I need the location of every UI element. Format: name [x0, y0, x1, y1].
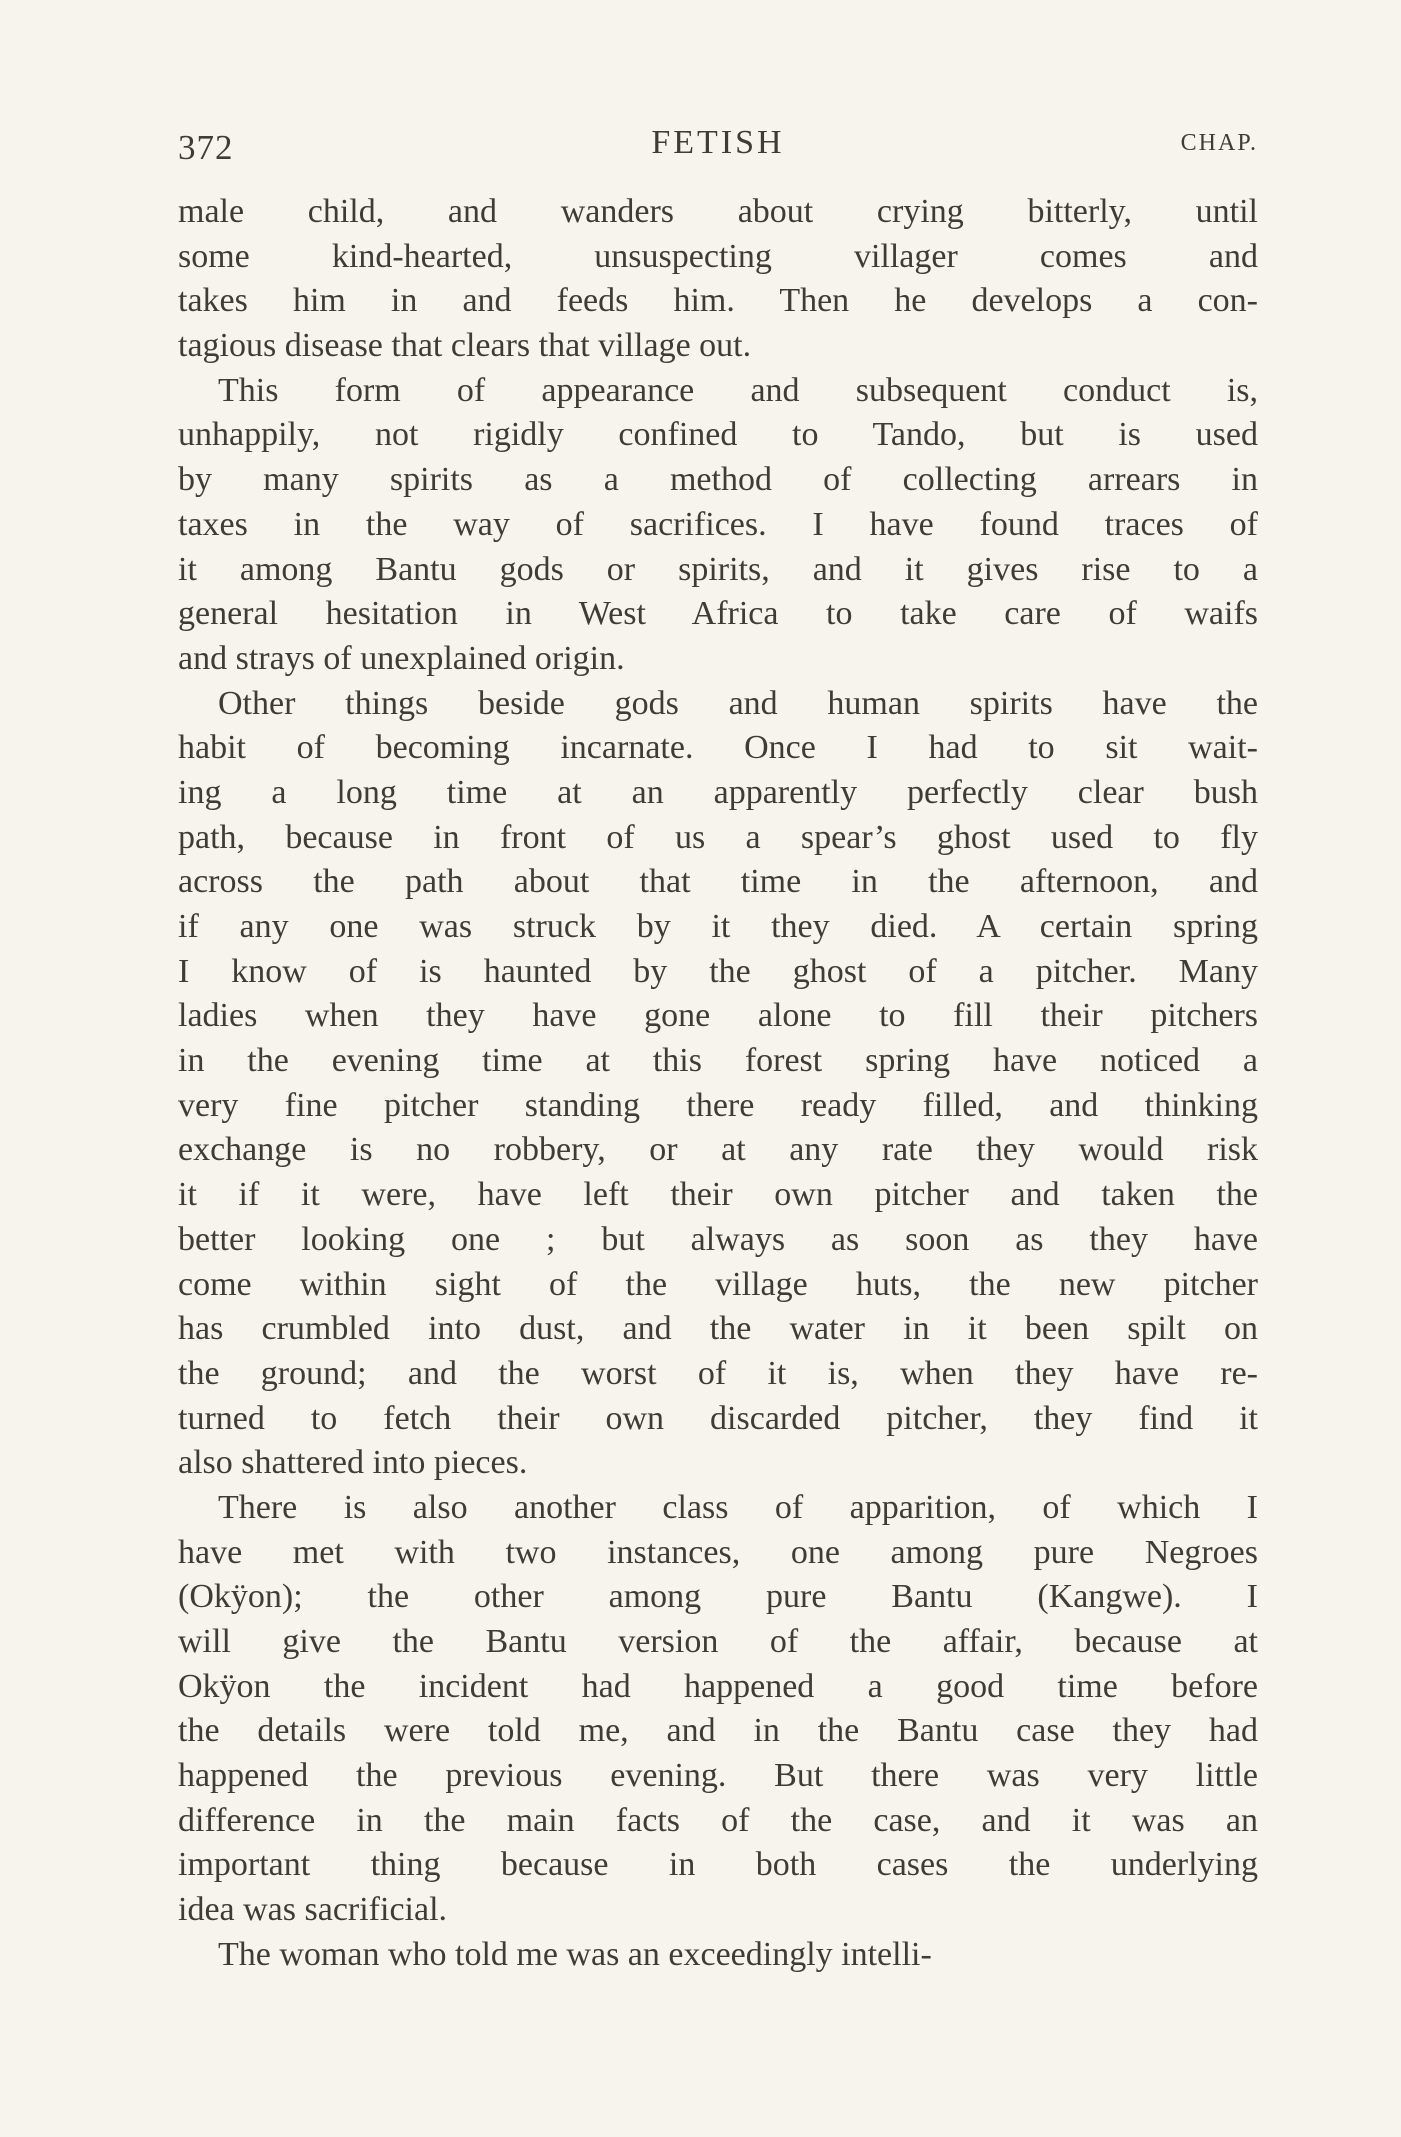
- paragraph: [178, 1486, 1258, 1933]
- text-line: tagious disease that clears that village out.: [178, 327, 752, 365]
- text-line: and strays of unexplained origin.: [178, 639, 625, 677]
- page-header: [178, 118, 1258, 174]
- running-title: FETISH: [651, 124, 785, 161]
- text-line: idea was sacrificial.: [178, 1891, 448, 1929]
- paragraph: [178, 1933, 1258, 1978]
- text-line: turned to fetch their own discarded pitcher, they find it: [178, 1399, 1258, 1437]
- text-line: in the evening time at this forest spring have noticed a: [178, 1042, 1258, 1080]
- text-line: Okÿon the incident had happened a good time before: [178, 1667, 1258, 1705]
- text-line: There is also another class of apparition, of which I: [218, 1488, 1258, 1526]
- text-line: will give the Bantu version of the affair, because at: [178, 1623, 1258, 1660]
- text-line: has crumbled into dust, and the water in it been spilt on: [178, 1310, 1258, 1348]
- text-line: some kind-hearted, unsuspecting villager comes and: [178, 237, 1258, 275]
- text-line: come within sight of the village huts, the new pitcher: [178, 1265, 1258, 1303]
- text-line: Other things beside gods and human spirits have the: [218, 684, 1258, 722]
- text-line: across the path about that time in the afternoon, and: [178, 863, 1258, 901]
- text-line: the ground; and the worst of it is, when they have re-: [178, 1354, 1258, 1392]
- text-line: path, because in front of us a spear’s ghost used to fly: [178, 818, 1258, 856]
- text-line: ing a long time at an apparently perfectly clear bush: [178, 773, 1258, 811]
- text-line: I know of is haunted by the ghost of a pitcher. Many: [178, 952, 1258, 990]
- text-line: habit of becoming incarnate. Once I had to sit wait-: [178, 729, 1258, 767]
- text-line: general hesitation in West Africa to take care of waifs: [178, 595, 1258, 633]
- text-line: it among Bantu gods or spirits, and it gives rise to a: [178, 550, 1258, 588]
- page-number: 372: [178, 128, 234, 167]
- text-line: difference in the main facts of the case, and it was an: [178, 1801, 1258, 1839]
- text-line: have met with two instances, one among pure Negroes: [178, 1533, 1258, 1571]
- text-line: by many spirits as a method of collecting arrears in: [178, 461, 1258, 499]
- paragraph: [178, 682, 1258, 1486]
- text-line: taxes in the way of sacrifices. I have found traces of: [178, 505, 1258, 543]
- text-line: very fine pitcher standing there ready filled, and thinking: [178, 1086, 1258, 1124]
- text-line: (Okÿon); the other among pure Bantu (Kangwe). I: [178, 1578, 1258, 1616]
- text-line: male child, and wanders about crying bitterly, until: [178, 193, 1258, 230]
- text-line: if any one was struck by it they died. A certain spring: [178, 908, 1258, 945]
- text-line: better looking one ; but always as soon as they have: [178, 1220, 1258, 1258]
- text-line: takes him in and feeds him. Then he develops a con-: [178, 282, 1258, 320]
- paragraph: [178, 190, 1258, 369]
- text-line: unhappily, not rigidly confined to Tando, but is used: [178, 416, 1258, 454]
- body-text: [178, 190, 1258, 1978]
- text-line: the details were told me, and in the Bantu case they had: [178, 1712, 1258, 1750]
- chapter-label: CHAP.: [1180, 130, 1258, 156]
- text-line: happened the previous evening. But there was very little: [178, 1757, 1258, 1795]
- text-line: exchange is no robbery, or at any rate they would risk: [178, 1131, 1258, 1169]
- paragraph: [178, 369, 1258, 682]
- text-line: important thing because in both cases the underlying: [178, 1846, 1258, 1884]
- text-line: also shattered into pieces.: [178, 1444, 528, 1482]
- text-line: This form of appearance and subsequent conduct is,: [218, 371, 1258, 409]
- text-line: ladies when they have gone alone to fill their pitchers: [178, 997, 1258, 1035]
- text-line: it if it were, have left their own pitcher and taken the: [178, 1176, 1258, 1214]
- text-line: The woman who told me was an exceedingly intelli-: [218, 1935, 932, 1973]
